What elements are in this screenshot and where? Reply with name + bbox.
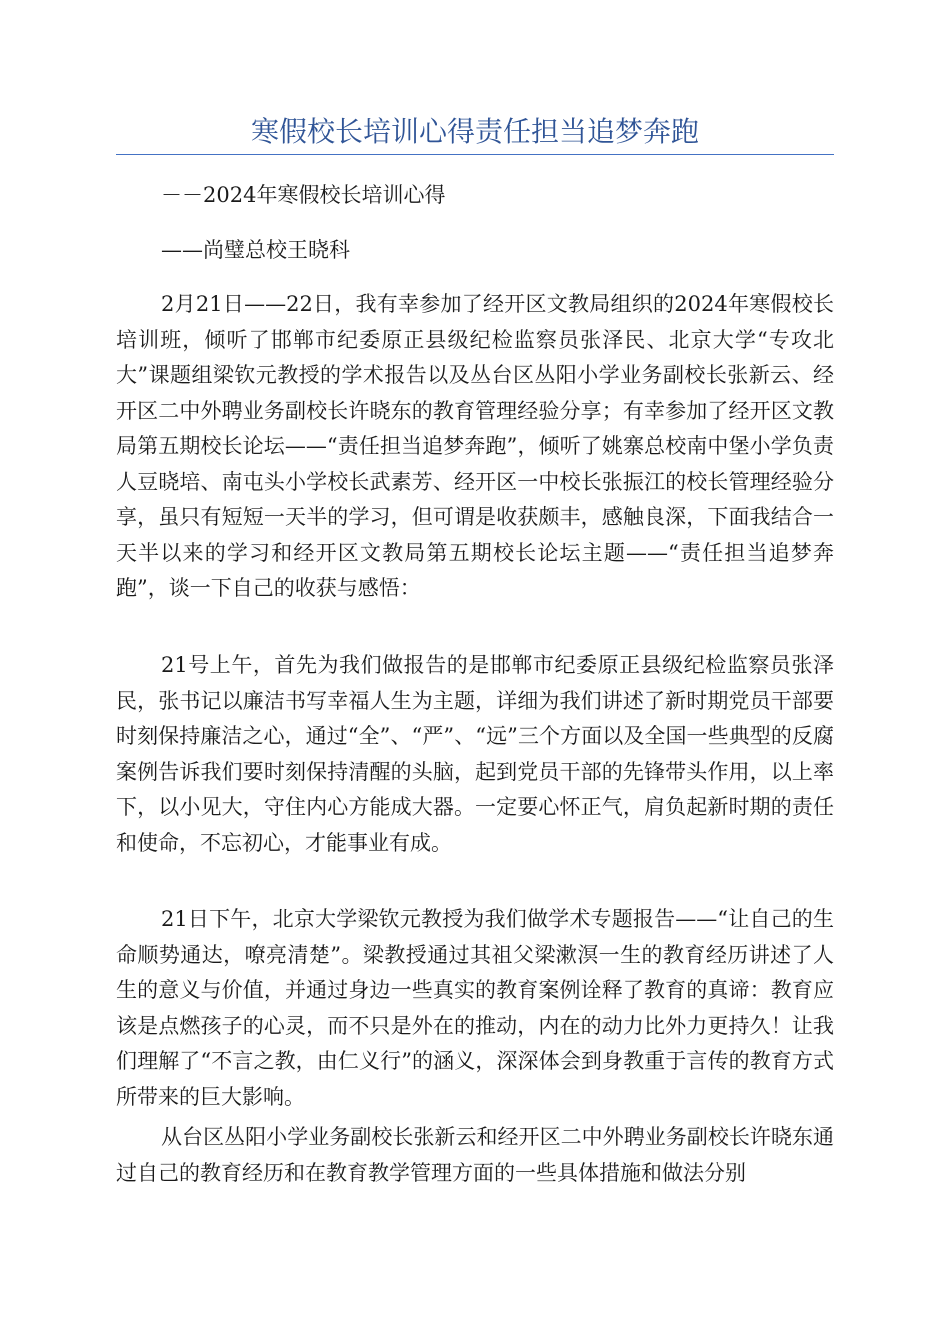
document-subtitle: －－2024年寒假校长培训心得 — [161, 183, 446, 207]
document-title: 寒假校长培训心得责任担当追梦奔跑 — [250, 115, 699, 148]
document-author-line: ——尚璧总校王晓科 — [161, 238, 350, 262]
body-paragraph: 从台区丛阳小学业务副校长张新云和经开区二中外聘业务副校长许晓东通过自己的教育经历和在教育教学管理方面的一些具体措施和做法分别 — [116, 1125, 834, 1185]
title-underline — [116, 154, 834, 155]
body-paragraph: 21日下午，北京大学梁钦元教授为我们做学术专题报告——“让自己的生命顺势通达，嘹亮清楚”。梁教授通过其祖父梁漱溟一生的教育经历讲述了人生的意义与价值，并通过身边一些真实的教育案例诠释了教育的真谛：教育应该是点燃孩子的心灵，而不只是外在的推动，内在的动力比外力更持久！让我们理解了“不言之教，由仁义行”的涵义，深深体会到身教重于言传的教育方式所带来的巨大影响。 — [116, 907, 834, 1109]
body-paragraph: 21号上午，首先为我们做报告的是邯郸市纪委原正县级纪检监察员张泽民，张书记以廉洁书写幸福人生为主题，详细为我们讲述了新时期党员干部要时刻保持廉洁之心，通过“全”、“严”、“远”三个方面以及全国一些典型的反腐案例告诉我们要时刻保持清醒的头脑，起到党员干部的先锋带头作用，以上率下，以小见大，守住内心方能成大器。一定要心怀正气，肩负起新时期的责任和使命，不忘初心，才能事业有成。 — [116, 653, 834, 855]
body-paragraph: 2月21日——22日，我有幸参加了经开区文教局组织的2024年寒假校长培训班，倾听了邯郸市纪委原正县级纪检监察员张泽民、北京大学“专攻北大”课题组梁钦元教授的学术报告以及丛台区丛阳小学业务副校长张新云、经开区二中外聘业务副校长许晓东的教育管理经验分享；有幸参加了经开区文教局第五期校长论坛——“责任担当追梦奔跑”，倾听了姚寨总校南中堡小学负责人豆晓培、南屯头小学校长武素芳、经开区一中校长张振江的校长管理经验分享，虽只有短短一天半的学习，但可谓是收获颇丰，感触良深，下面我结合一天半以来的学习和经开区文教局第五期校长论坛主题——“责任担当追梦奔跑”，谈一下自己的收获与感悟： — [116, 292, 834, 600]
